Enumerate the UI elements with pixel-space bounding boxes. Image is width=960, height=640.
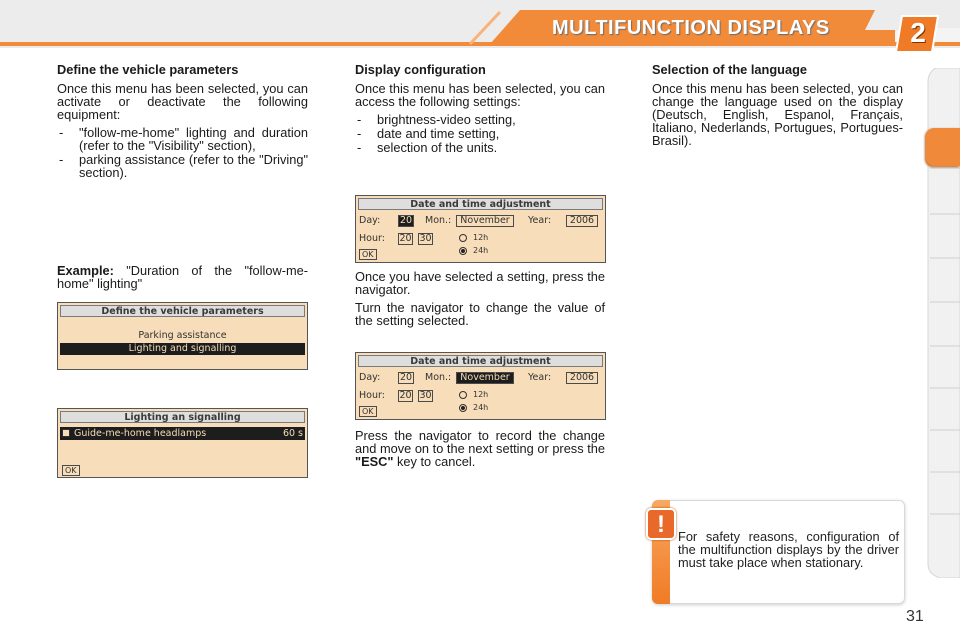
example-note bbox=[57, 264, 308, 290]
list-item: - date and time setting, bbox=[355, 127, 605, 140]
warning-text: For safety reasons, configuration of the multifunction displays by the driver must take place when stationary. bbox=[678, 529, 899, 570]
year-label: Year: bbox=[528, 215, 552, 226]
list-item: - "follow-me-home" lighting and duration (refer to the "Visibility" section), bbox=[57, 126, 308, 152]
day-value: 20 bbox=[399, 215, 413, 226]
setting-name: Guide-me-home headlamps bbox=[74, 428, 207, 439]
example-label: Example: bbox=[57, 263, 114, 278]
instruction-text: Once you have selected a setting, press the navigator. bbox=[355, 269, 605, 297]
screen-title: Date and time adjustment bbox=[358, 198, 603, 210]
month-value: November bbox=[456, 215, 514, 227]
settings-list bbox=[355, 113, 605, 154]
equipment-list bbox=[57, 126, 308, 179]
menu-item-selected: Lighting and signalling bbox=[60, 343, 305, 355]
vehicle-parameters-section bbox=[57, 63, 308, 180]
lighting-screen bbox=[57, 408, 308, 478]
instruction-prefix: Press the navigator to record the change and move on to the next setting or press the bbox=[355, 428, 605, 456]
day-label: Day: bbox=[359, 372, 381, 383]
year-value: 2006 bbox=[566, 215, 598, 227]
chapter-number: 2 bbox=[910, 17, 926, 48]
section-heading: Selection of the language bbox=[652, 62, 808, 77]
screen-title: Date and time adjustment bbox=[358, 355, 603, 367]
language-section bbox=[652, 63, 903, 152]
page-number: 31 bbox=[906, 608, 924, 625]
ok-button: OK bbox=[359, 249, 377, 260]
ok-button: OK bbox=[62, 465, 80, 476]
ok-button: OK bbox=[359, 406, 377, 417]
hour-value: 20 bbox=[399, 390, 412, 401]
radio-12h-icon bbox=[459, 391, 467, 399]
instruction-text: Turn the navigator to change the value of the setting selected. bbox=[355, 300, 605, 328]
radio-12h-icon bbox=[459, 234, 467, 242]
example-text: "Duration of the "follow-me-home" lighting" bbox=[57, 263, 308, 291]
instruction-block-1 bbox=[355, 270, 605, 332]
section-intro: Once this menu has been selected, you can access the following settings: bbox=[355, 81, 605, 109]
hour-value: 20 bbox=[399, 233, 412, 244]
minute-value: 30 bbox=[419, 233, 432, 244]
section-heading: Define the vehicle parameters bbox=[57, 62, 239, 77]
menu-item: Parking assistance bbox=[138, 330, 227, 341]
month-label: Mon.: bbox=[425, 215, 452, 226]
radio-24h-icon bbox=[459, 404, 467, 412]
radio-24h-icon bbox=[459, 247, 467, 255]
instruction-block-2 bbox=[355, 429, 605, 473]
section-intro: Once this menu has been selected, you can activate or deactivate the following equipment: bbox=[57, 81, 308, 122]
warning-icon: ! bbox=[646, 508, 676, 540]
month-label: Mon.: bbox=[425, 372, 452, 383]
format-24h-label: 24h bbox=[473, 246, 489, 255]
safety-warning-box bbox=[652, 500, 905, 604]
instruction-text bbox=[355, 429, 605, 468]
vehicle-params-screen bbox=[57, 302, 308, 370]
format-12h-label: 12h bbox=[473, 390, 489, 399]
screen-title: Lighting an signalling bbox=[60, 411, 305, 423]
display-configuration-section bbox=[355, 63, 605, 155]
setting-value: 60 s bbox=[282, 428, 303, 439]
chapter-tab-active bbox=[926, 128, 960, 166]
hour-label: Hour: bbox=[359, 233, 385, 244]
list-item: - parking assistance (refer to the "Driving" section). bbox=[57, 153, 308, 179]
checkbox-checked-icon bbox=[62, 429, 70, 437]
section-heading: Display configuration bbox=[355, 62, 486, 77]
minute-value: 30 bbox=[419, 390, 432, 401]
date-time-screen-day bbox=[355, 195, 606, 263]
screen-title: Define the vehicle parameters bbox=[60, 305, 305, 317]
hour-label: Hour: bbox=[359, 390, 385, 401]
list-item: - brightness-video setting, bbox=[355, 113, 605, 126]
format-24h-label: 24h bbox=[473, 403, 489, 412]
instruction-suffix: key to cancel. bbox=[393, 454, 476, 469]
year-label: Year: bbox=[528, 372, 552, 383]
list-item: - selection of the units. bbox=[355, 141, 605, 154]
day-value: 20 bbox=[399, 372, 413, 383]
section-text: Once this menu has been selected, you can change the language used on the display (Deutsch, English, Espanol, Français, Italiano, Nederlands, Portugues, Portugues-Brasil). bbox=[652, 81, 903, 148]
format-12h-label: 12h bbox=[473, 233, 489, 242]
day-label: Day: bbox=[359, 215, 381, 226]
date-time-screen-month bbox=[355, 352, 606, 420]
month-value: November bbox=[456, 372, 514, 384]
page-title: MULTIFUNCTION DISPLAYS bbox=[552, 17, 830, 39]
year-value: 2006 bbox=[566, 372, 598, 384]
esc-key: "ESC" bbox=[355, 454, 394, 469]
